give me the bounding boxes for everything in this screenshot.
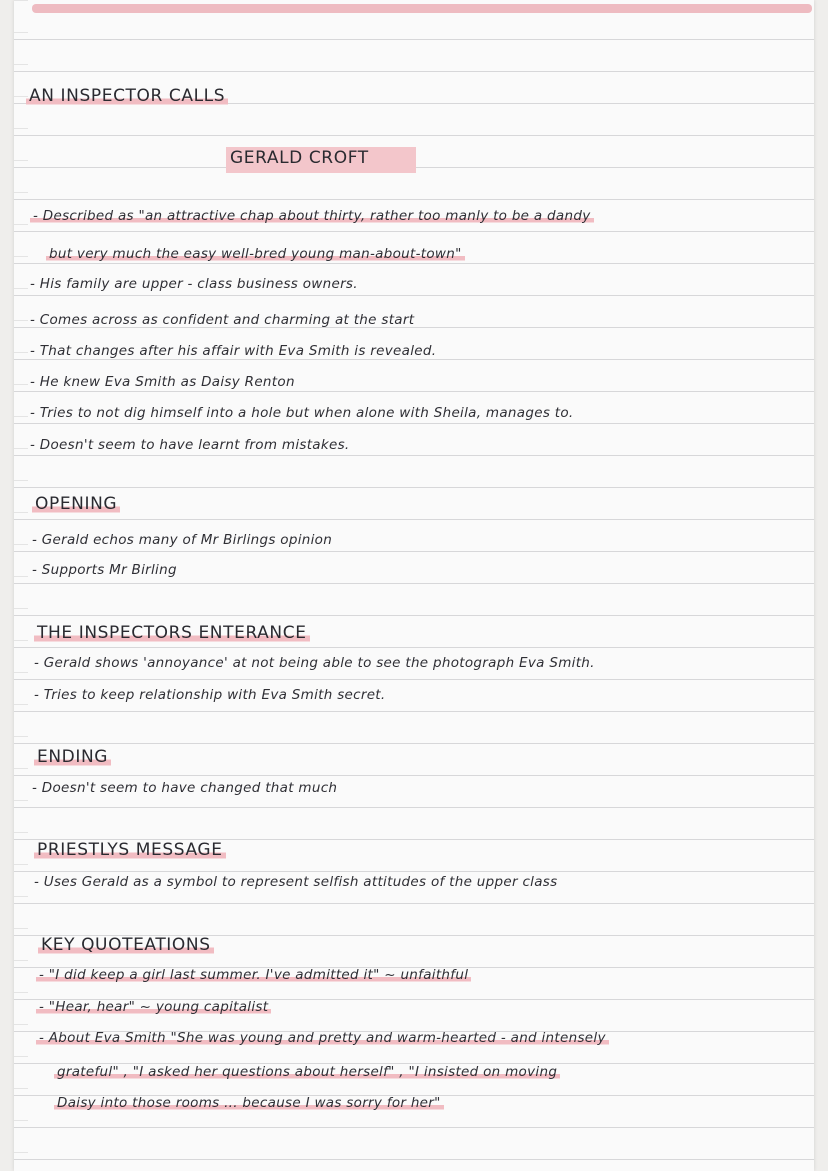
subtitle: GERALD CROFT — [230, 148, 369, 168]
quote-line-4: grateful" , "I asked her questions about herself" , "I insisted on moving — [54, 1064, 560, 1080]
intro-line-6: - He knew Eva Smith as Daisy Renton — [30, 374, 295, 390]
quote-line-3: - About Eva Smith "She was young and pretty and warm-hearted - and intensely — [36, 1030, 609, 1046]
notebook-page — [14, 0, 814, 1171]
section-heading-quotes: KEY QUOTEATIONS — [38, 935, 214, 955]
quote-line-1: - "I did keep a girl last summer. I've admitted it" ~ unfaithful — [36, 967, 471, 983]
page-title: AN INSPECTOR CALLS — [26, 86, 228, 106]
opening-line-2: - Supports Mr Birling — [32, 562, 177, 578]
entrance-line-1: - Gerald shows 'annoyance' at not being able to see the photograph Eva Smith. — [34, 655, 595, 671]
intro-line-8: - Doesn't seem to have learnt from mistakes. — [30, 437, 350, 453]
entrance-line-2: - Tries to keep relationship with Eva Smith secret. — [34, 687, 386, 703]
quote-line-2: - "Hear, hear" ~ young capitalist — [36, 999, 271, 1015]
opening-line-1: - Gerald echos many of Mr Birlings opinion — [32, 532, 333, 548]
quote-line-5: Daisy into those rooms ... because I was sorry for her" — [54, 1095, 444, 1111]
intro-line-5: - That changes after his affair with Eva Smith is revealed. — [30, 343, 437, 359]
intro-line-3: - His family are upper - class business owners. — [30, 276, 358, 292]
page-margin-lines — [14, 0, 28, 1171]
section-heading-ending: ENDING — [34, 747, 111, 767]
intro-line-7: - Tries to not dig himself into a hole but when alone with Sheila, manages to. — [30, 405, 574, 421]
ending-line-1: - Doesn't seem to have changed that much — [32, 780, 338, 796]
section-heading-message: PRIESTLYS MESSAGE — [34, 840, 226, 860]
section-heading-opening: OPENING — [32, 494, 120, 514]
message-line-1: - Uses Gerald as a symbol to represent selfish attitudes of the upper class — [34, 874, 558, 890]
intro-line-2: but very much the easy well-bred young man-about-town" — [46, 246, 465, 262]
intro-line-4: - Comes across as confident and charming at the start — [30, 312, 415, 328]
section-heading-entrance: THE INSPECTORS ENTERANCE — [34, 623, 310, 643]
intro-line-1: - Described as "an attractive chap about thirty, rather too manly to be a dandy — [30, 208, 594, 224]
